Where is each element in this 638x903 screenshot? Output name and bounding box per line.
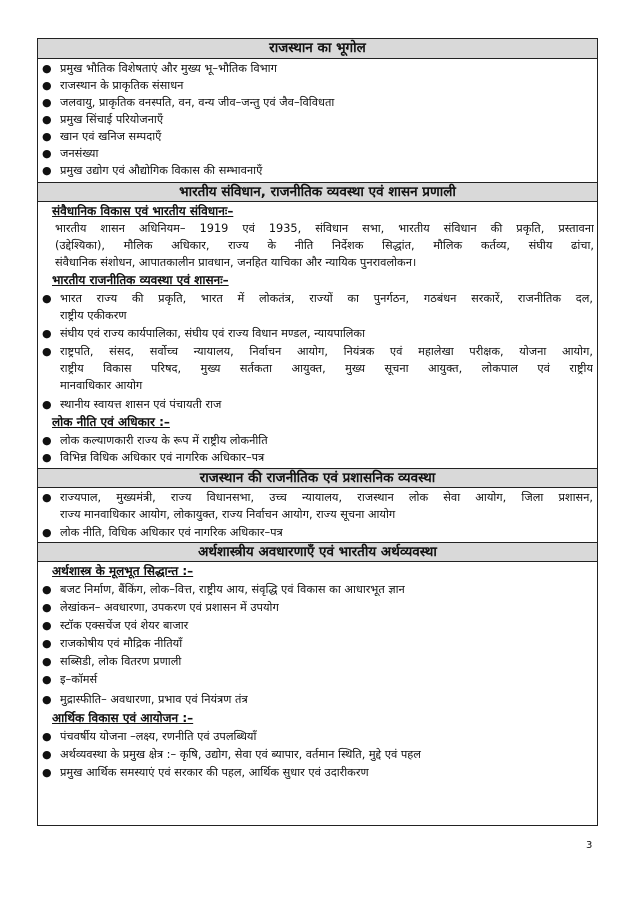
subheading: भारतीय राजनीतिक व्यवस्था एवं शासनः–: [52, 273, 229, 287]
syllabus-table: राजस्थान का भूगोल ● प्रमुख भौतिक विशेषताएं और मुख्य भू–भौतिक विभाग ● राजस्थान के प्राकृतिक संसाधन ● जलवायु, प्राकृतिक वनस्पति, वन, वन्य जीव–जन्तु एवं जैव–विविधता ● प्रमुख सिंचाई परियोजनाएँ ● खान एवं खनिज सम्पदाएँ ● जनसंख्या ● प्रमुख उद्योग एवं औद्योगिक विकास की सम्भावनाएँ भारतीय संविधान, राजनीतिक व्यवस्था एवं शासन प्रणाली संवैधानिक विकास एवं भारतीय संविधानः– भारतीय शासन अधिनियम– 1919 एवं 1935, संविधान सभा, भारतीय संविधान की प्रकृति, प्रस्तावना (उद्देश्यिका), मौलिक अधिकार, राज्य के नीति निर्देशक सिद्धांत, मौलिक कर्तव्य, संघीय ढांचा, संवैधानिक संशोधन, आपातकालीन प्रावधान, जनहित याचिका और न्यायिक पुनरावलोकन। भारतीय राजनीतिक व्यवस्था एवं शासनः– ● भारत राज्य की प्रकृति, भारत में लोकतंत्र, राज्यों का पुनर्गठन, गठबंधन सरकारें, राजनीतिक दल, राष्ट्रीय एकीकरण ● संघीय एवं राज्य कार्यपालिका, संघीय एवं राज्य विधान मण्डल, न्यायपालिका ● राष्ट्रपति, संसद, सर्वोच्च न्यायालय, निर्वाचन आयोग, नियंत्रक एवं महालेखा परीक्षक, योजना आयोग, राष्ट्रीय विकास परिषद, मुख्य सर्तकता आयुक्त, मुख्य सूचना आयुक्त, लोकपाल एवं राष्ट्रीय मानवाधिकार आयोग ● स्थानीय स्वायत्त शासन एवं पंचायती राज लोक नीति एवं अधिकार :– ● लोक कल्याणकारी राज्य के रूप में राष्ट्रीय लोकनीति ● विभिन्न विधिक अधिकार एवं नागरिक अधिकार–पत्र राजस्थान की राजनीतिक एवं प्रशासनिक व्यवस्था ● राज्यपाल, मुख्यमंत्री, राज्य विधानसभा, उच्च न्यायालय, राजस्थान लोक सेवा आयोग, जिला प्रशासन, राज्य मानवाधिकार आयोग, लोकायुक्त, राज्य निर्वाचन आयोग, राज्य सूचना आयोग ● लोक नीति, विधिक अधिकार एवं नागरिक अधिकार–पत्र अर्थशास्त्रीय अवधारणाएँ एवं भारतीय अर्थव्यवस्था अर्थशास्त्र के मूलभूत सिद्धान्त :– ● बजट निर्माण, बैंकिंग, लोक–वित्त, राष्ट्रीय आय, संवृद्धि एवं विकास का आधारभूत ज्ञान ● लेखांकन– अवधारणा, उपकरण एवं प्रशासन में उपयोग ● स्टॉक एक्सचेंज एवं शेयर बाजार ● राजकोषीय एवं मौद्रिक नीतियाँ ● सब्सिडी, लोक वितरण प्रणाली ● इ–कॉमर्स ● मुद्रास्फीति– अवधारणा, प्रभाव एवं नियंत्रण तंत्र आर्थिक विकास एवं आयोजन :– ● पंचवर्षीय योजना –लक्ष्य, रणनीति एवं उपलब्धियाँ ● अर्थव्यवस्था के प्रमुख क्षेत्र :– कृषि, उद्योग, सेवा एवं ब्यापार, वर्तमान स्थिति, मुद्दे एवं पहल ● प्रमुख आर्थिक समस्याएं एवं सरकार की पहल, आर्थिक सुधार एवं उदारीकरण: [37, 38, 598, 826]
bullet-icon: ●: [42, 434, 52, 447]
subheading: लोक नीति एवं अधिकार :–: [52, 415, 170, 429]
bullet-icon: ●: [42, 693, 52, 706]
bullet-icon: ●: [42, 491, 52, 504]
bullet-icon: ●: [42, 96, 52, 109]
section-header-rajasthan-polity: राजस्थान की राजनीतिक एवं प्रशासनिक व्यवस्था: [38, 468, 597, 488]
bullet-icon: ●: [42, 583, 52, 596]
bullet-icon: ●: [42, 398, 52, 411]
bullet-icon: ●: [42, 345, 52, 358]
section-header-economics: अर्थशास्त्रीय अवधारणाएँ एवं भारतीय अर्थव्यवस्था: [38, 542, 597, 562]
bullet-icon: ●: [42, 147, 52, 160]
section-header-constitution: भारतीय संविधान, राजनीतिक व्यवस्था एवं शासन प्रणाली: [38, 182, 597, 202]
bullet-icon: ●: [42, 526, 52, 539]
page-number: 3: [586, 840, 593, 851]
subheading: आर्थिक विकास एवं आयोजन :–: [52, 711, 194, 725]
paragraph-line: भारतीय शासन अधिनियम– 1919 एवं 1935, संविधान सभा, भारतीय संविधान की प्रकृति, प्रस्तावना: [55, 222, 594, 235]
bullet-icon: ●: [42, 451, 52, 464]
bullet-icon: ●: [42, 601, 52, 614]
bullet-icon: ●: [42, 637, 52, 650]
bullet-icon: ●: [42, 766, 52, 779]
bullet-icon: ●: [42, 113, 52, 126]
bullet-icon: ●: [42, 673, 52, 686]
bullet-icon: ●: [42, 164, 52, 177]
bullet-icon: ●: [42, 79, 52, 92]
bullet-icon: ●: [42, 62, 52, 75]
section-header-geography: राजस्थान का भूगोल: [38, 39, 597, 59]
subheading: अर्थशास्त्र के मूलभूत सिद्धान्त :–: [52, 564, 194, 578]
bullet-icon: ●: [42, 748, 52, 761]
paragraph-line: संवैधानिक संशोधन, आपातकालीन प्रावधान, जनहित याचिका और न्यायिक पुनरावलोकन।: [55, 256, 417, 269]
bullet-icon: ●: [42, 292, 52, 305]
bullet-icon: ●: [42, 327, 52, 340]
bullet-icon: ●: [42, 655, 52, 668]
bullet-icon: ●: [42, 730, 52, 743]
subheading: संवैधानिक विकास एवं भारतीय संविधानः–: [52, 204, 234, 218]
bullet-icon: ●: [42, 130, 52, 143]
paragraph-line: (उद्देश्यिका), मौलिक अधिकार, राज्य के नीति निर्देशक सिद्धांत, मौलिक कर्तव्य, संघीय ढांचा,: [55, 239, 594, 252]
bullet-icon: ●: [42, 619, 52, 632]
